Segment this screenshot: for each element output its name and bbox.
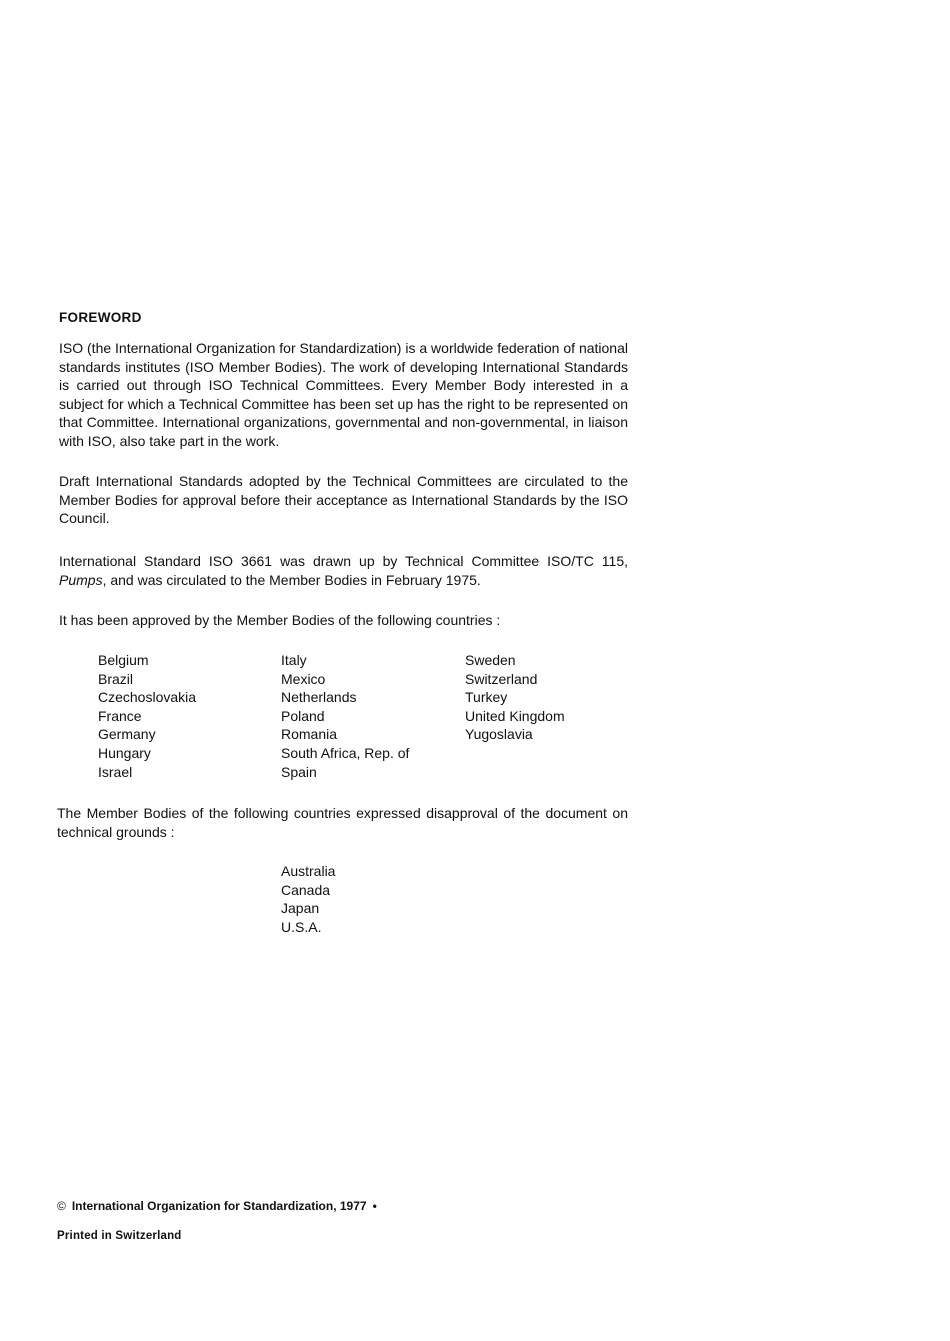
country-item: Czechoslovakia bbox=[98, 689, 197, 706]
country-item: Israel bbox=[98, 763, 133, 780]
foreword-paragraph-2: Draft International Standards adopted by the Technical Committees are circulated to the Member Bodies for approval before their acceptance as International Standards by the ISO Council. bbox=[59, 473, 628, 526]
disapproval-intro: The Member Bodies of the following countries expressed disapproval of the document on technical grounds : bbox=[57, 805, 628, 840]
approved-countries-column-3 bbox=[465, 651, 565, 744]
country-item: Brazil bbox=[98, 670, 134, 687]
country-item: Netherlands bbox=[281, 689, 357, 706]
country-item: Belgium bbox=[98, 652, 149, 668]
country-item: Switzerland bbox=[465, 670, 538, 687]
approval-intro: It has been approved by the Member Bodies of the following countries : bbox=[59, 612, 501, 628]
country-item: Japan bbox=[281, 900, 320, 917]
committee-name-pumps: Pumps bbox=[59, 571, 103, 588]
country-item: Poland bbox=[281, 707, 325, 724]
country-item: Turkey bbox=[465, 689, 508, 706]
foreword-heading: FOREWORD bbox=[59, 310, 142, 325]
paragraph-3-text-start: International Standard ISO 3661 was drawn up by Technical Committee ISO/TC 115, bbox=[59, 553, 628, 569]
country-item: Mexico bbox=[281, 670, 326, 687]
country-item: Canada bbox=[281, 881, 331, 898]
country-item: Australia bbox=[281, 863, 336, 879]
foreword-paragraph-1: ISO (the International Organization for Standardization) is a worldwide federation of national standards institutes (ISO Member Bodies). The work of developing International Standards is carried out through ISO Technical Committees. Every Member Body interested in a subject for which a Technical Committee has been set up has the right to be represented on that Committee. International organizations, governmental and non-governmental, in liaison with ISO, also take part in the work. bbox=[59, 340, 628, 449]
approved-countries-column-1 bbox=[98, 651, 196, 781]
disapproved-countries-list bbox=[281, 862, 335, 936]
country-item: Germany bbox=[98, 726, 156, 743]
approved-countries-column-2 bbox=[281, 651, 409, 781]
copyright-line bbox=[57, 1199, 377, 1213]
country-item: Hungary bbox=[98, 744, 151, 761]
country-item: U.S.A. bbox=[281, 918, 322, 935]
country-item: Yugoslavia bbox=[465, 726, 533, 743]
country-item: United Kingdom bbox=[465, 707, 565, 724]
paragraph-3-text-end: , and was circulated to the Member Bodies in February 1975. bbox=[102, 571, 481, 588]
bullet-icon: • bbox=[372, 1199, 377, 1213]
copyright-text: International Organization for Standardization, 1977 bbox=[71, 1199, 367, 1213]
country-item: Italy bbox=[281, 652, 307, 668]
foreword-paragraph-3 bbox=[59, 552, 628, 589]
country-item: France bbox=[98, 707, 142, 724]
country-item: Spain bbox=[281, 763, 317, 780]
country-item: Sweden bbox=[465, 652, 516, 668]
country-item: South Africa, Rep. of bbox=[281, 744, 410, 761]
printed-location: Printed in Switzerland bbox=[57, 1230, 182, 1242]
copyright-icon: © bbox=[57, 1199, 66, 1213]
country-item: Romania bbox=[281, 726, 338, 743]
